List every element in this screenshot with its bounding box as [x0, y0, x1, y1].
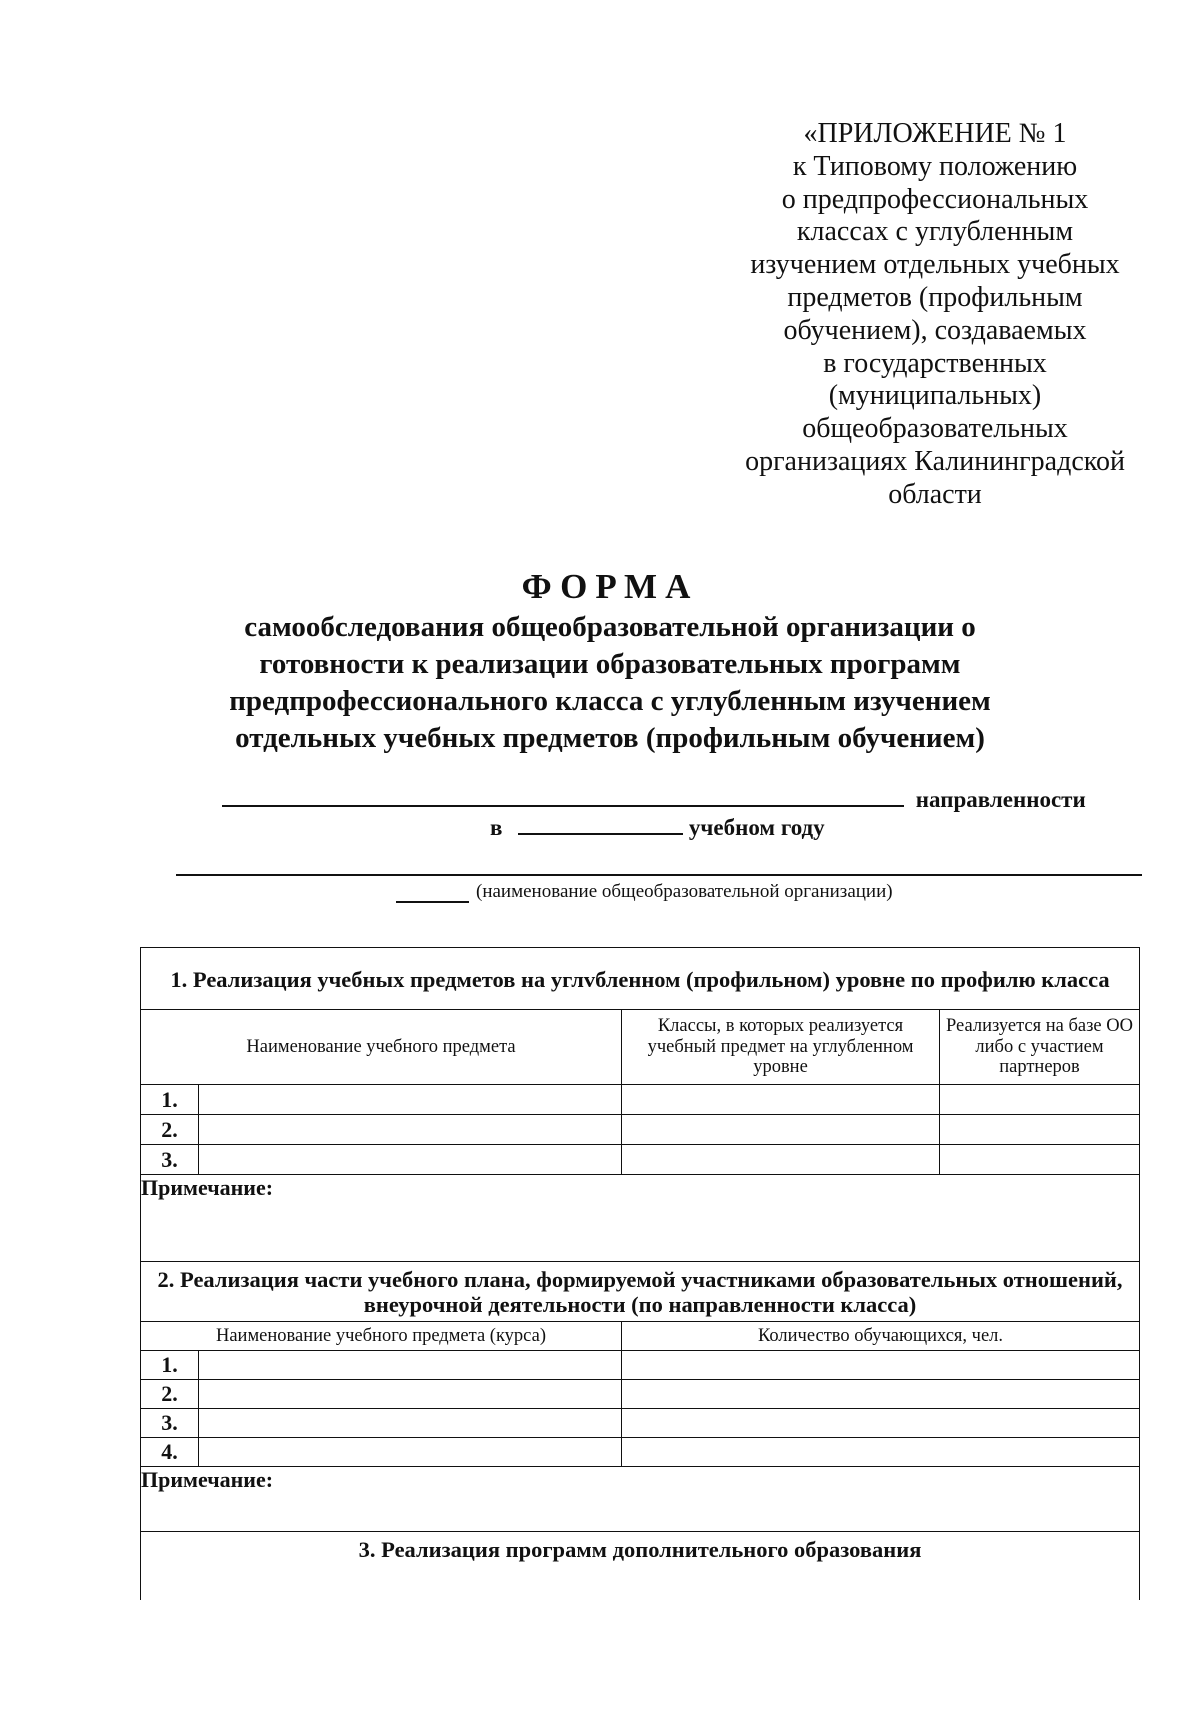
- direction-blank[interactable]: [222, 783, 904, 807]
- row-number: 3.: [141, 1145, 199, 1175]
- count-cell[interactable]: [622, 1351, 1140, 1380]
- section1-header-subject: Наименование учебного предмета: [141, 1010, 622, 1085]
- course-cell[interactable]: [199, 1380, 622, 1409]
- appendix-line: предметов (профильным: [787, 281, 1083, 313]
- section2-header-course: Наименование учебного предмета (курса): [141, 1322, 622, 1351]
- org-name-short-blank[interactable]: [396, 901, 469, 903]
- course-cell[interactable]: [199, 1351, 622, 1380]
- section2-header-count: Количество обучающихся, чел.: [622, 1322, 1140, 1351]
- count-cell[interactable]: [622, 1438, 1140, 1467]
- base-cell[interactable]: [940, 1115, 1140, 1145]
- section3-title: 3. Реализация программ дополнительного образования: [141, 1532, 1140, 1566]
- count-cell[interactable]: [622, 1380, 1140, 1409]
- section1-header-classes: Классы, в которых реализуется учебный предмет на углубленном уровне: [622, 1010, 940, 1085]
- classes-cell[interactable]: [622, 1145, 940, 1175]
- section2-note[interactable]: Примечание:: [141, 1467, 1140, 1532]
- title-line: отдельных учебных предметов (профильным обучением): [235, 722, 985, 754]
- appendix-line: обучением), создаваемых: [783, 314, 1087, 346]
- section1-header-base: Реализуется на базе ОО либо с участием партнеров: [940, 1010, 1140, 1085]
- appendix-header: [730, 118, 1140, 512]
- appendix-line: организациях Калининградской: [745, 445, 1125, 477]
- form-title-block: [160, 565, 1060, 757]
- title-line: готовности к реализации образовательных программ: [259, 648, 961, 680]
- org-name-blank[interactable]: [176, 874, 1142, 876]
- base-cell[interactable]: [940, 1085, 1140, 1115]
- appendix-line: области: [888, 478, 982, 510]
- appendix-line: в государственных: [823, 347, 1047, 379]
- year-prefix: в: [490, 815, 503, 840]
- appendix-line: «ПРИЛОЖЕНИЕ № 1: [803, 118, 1067, 149]
- classes-cell[interactable]: [622, 1085, 940, 1115]
- title-line: предпрофессионального класса с углубленным изучением: [229, 685, 991, 717]
- year-row: [490, 811, 825, 841]
- row-number: 3.: [141, 1409, 199, 1438]
- year-suffix: учебном году: [688, 815, 825, 840]
- section2-title: 2. Реализация части учебного плана, формируемой участниками образовательных отношений, внеурочной деятельности (по направленности класса): [141, 1262, 1140, 1322]
- section1-title: 1. Реализация учебных предметов на углvбленном (профильном) уровне по профилю класса: [141, 948, 1140, 1010]
- classes-cell[interactable]: [622, 1115, 940, 1145]
- section1-note[interactable]: Примечание:: [141, 1175, 1140, 1262]
- org-caption: (наименование общеобразовательной организации): [476, 881, 893, 902]
- row-number: 1.: [141, 1351, 199, 1380]
- form-word: ФОРМА: [521, 567, 699, 606]
- appendix-line: о предпрофессиональных: [781, 183, 1089, 215]
- row-number: 4.: [141, 1438, 199, 1467]
- row-number: 1.: [141, 1085, 199, 1115]
- base-cell[interactable]: [940, 1145, 1140, 1175]
- course-cell[interactable]: [199, 1409, 622, 1438]
- appendix-line: (муниципальных): [828, 380, 1042, 412]
- subject-cell[interactable]: [199, 1115, 622, 1145]
- subject-cell[interactable]: [199, 1145, 622, 1175]
- appendix-line: изучением отдельных учебных: [750, 249, 1120, 281]
- appendix-line: к Типовому положению: [792, 150, 1078, 182]
- direction-suffix: направленности: [915, 787, 1086, 812]
- row-number: 2.: [141, 1115, 199, 1145]
- subject-cell[interactable]: [199, 1085, 622, 1115]
- direction-row: [222, 783, 1086, 813]
- title-line: самообследования общеобразовательной организации о: [244, 611, 976, 643]
- section3-body[interactable]: [141, 1566, 1140, 1600]
- self-assessment-table: [140, 947, 1140, 1600]
- year-blank[interactable]: [518, 811, 683, 835]
- appendix-line: общеобразовательных: [802, 413, 1068, 445]
- row-number: 2.: [141, 1380, 199, 1409]
- count-cell[interactable]: [622, 1409, 1140, 1438]
- appendix-line: классах с углубленным: [796, 216, 1074, 248]
- course-cell[interactable]: [199, 1438, 622, 1467]
